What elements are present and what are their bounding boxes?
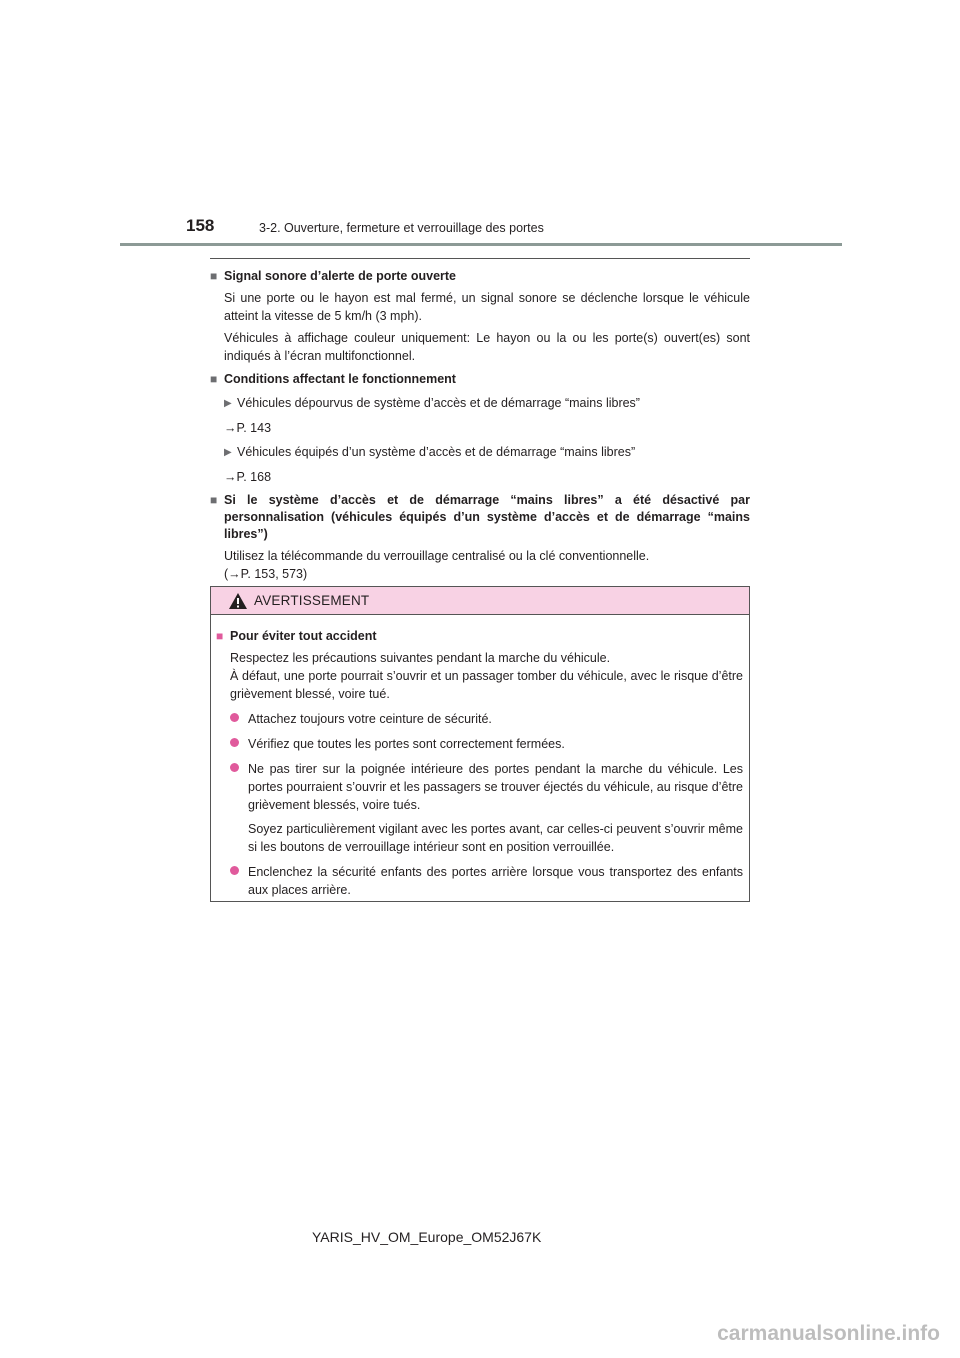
page-reference-link[interactable]: (→P. 153, 573) <box>224 567 308 581</box>
bullet-dot-icon <box>230 738 239 747</box>
bullet-dot-icon <box>230 713 239 722</box>
paragraph: Utilisez la télécommande du verrouillage centralisé ou la clé conventionnelle. <box>224 549 650 563</box>
warning-body <box>211 615 749 899</box>
section-heading: ■ Signal sonore d’alerte de porte ouverte <box>210 269 457 283</box>
watermark: carmanualsonline.info <box>717 1322 940 1345</box>
section-heading: ■ Si le système d’accès et de démarrage “mains libres” a été désactivé par personnalisation (véhicules équipés d’un système d’accès et de démarrage “mains libres”) <box>210 493 750 541</box>
warning-box <box>210 586 750 902</box>
document-id: YARIS_HV_OM_Europe_OM52J67K <box>312 1229 542 1245</box>
page-number: 158 <box>186 216 215 235</box>
square-bullet-icon: ■ <box>210 372 218 386</box>
square-bullet-icon: ■ <box>216 629 224 643</box>
chapter-title: 3-2. Ouverture, fermeture et verrouillage des portes <box>259 221 544 235</box>
section-door-alert <box>210 268 750 365</box>
warning-header <box>211 587 749 615</box>
bullet-dot-icon <box>230 866 239 875</box>
square-bullet-icon: ■ <box>210 269 218 283</box>
triangle-right-icon: ▶ <box>224 447 232 458</box>
warning-heading: ■ Pour éviter tout accident <box>216 629 377 643</box>
header-rule <box>120 243 842 246</box>
section-divider <box>210 258 750 259</box>
list-item: Attachez toujours votre ceinture de sécurité. <box>230 710 743 728</box>
section-conditions <box>210 371 750 486</box>
list-item: Enclenchez la sécurité enfants des portes arrière lorsque vous transportez des enfants aux places arrière. <box>230 863 743 899</box>
paragraph: Si une porte ou le hayon est mal fermé, un signal sonore se déclenche lorsque le véhicule atteint la vitesse de 5 km/h (3 mph). <box>224 291 750 323</box>
list-item: ▶ Véhicules équipés d’un système d’accès et de démarrage “mains libres” <box>224 443 750 462</box>
paragraph: Respectez les précautions suivantes pendant la marche du véhicule. <box>230 651 611 665</box>
bullet-dot-icon <box>230 763 239 772</box>
warning-triangle-icon <box>228 592 248 610</box>
section-smart-entry-disabled <box>210 492 750 583</box>
section-heading: ■ Conditions affectant le fonctionnement <box>210 372 456 386</box>
paragraph: À défaut, une porte pourrait s’ouvrir et un passager tomber du véhicule, avec le risque d’être grièvement blessé, voire tué. <box>230 669 743 701</box>
list-item: Vérifiez que toutes les portes sont correctement fermées. <box>230 735 743 753</box>
paragraph: Soyez particulièrement vigilant avec les portes avant, car celles-ci peuvent s’ouvrir même si les boutons de verrouillage intérieur sont en position verrouillée. <box>248 822 743 854</box>
square-bullet-icon: ■ <box>210 493 218 507</box>
warning-label: AVERTISSEMENT <box>254 593 370 608</box>
list-item: ▶ Véhicules dépourvus de système d’accès et de démarrage “mains libres” <box>224 394 750 413</box>
page-reference-link[interactable]: →P. 143 <box>224 421 272 435</box>
triangle-right-icon: ▶ <box>224 398 232 409</box>
list-item: Ne pas tirer sur la poignée intérieure des portes pendant la marche du véhicule. Les portes pourraient s’ouvrir et les passagers se trouver éjectés du véhicule, au risque d’être grièvement blessés, voire tués. <box>230 760 743 814</box>
main-content <box>210 258 750 589</box>
page-reference-link[interactable]: →P. 168 <box>224 470 272 484</box>
paragraph: Véhicules à affichage couleur uniquement: Le hayon ou la ou les porte(s) ouvert(es) sont indiqués à l’écran multifonctionnel. <box>224 331 750 363</box>
